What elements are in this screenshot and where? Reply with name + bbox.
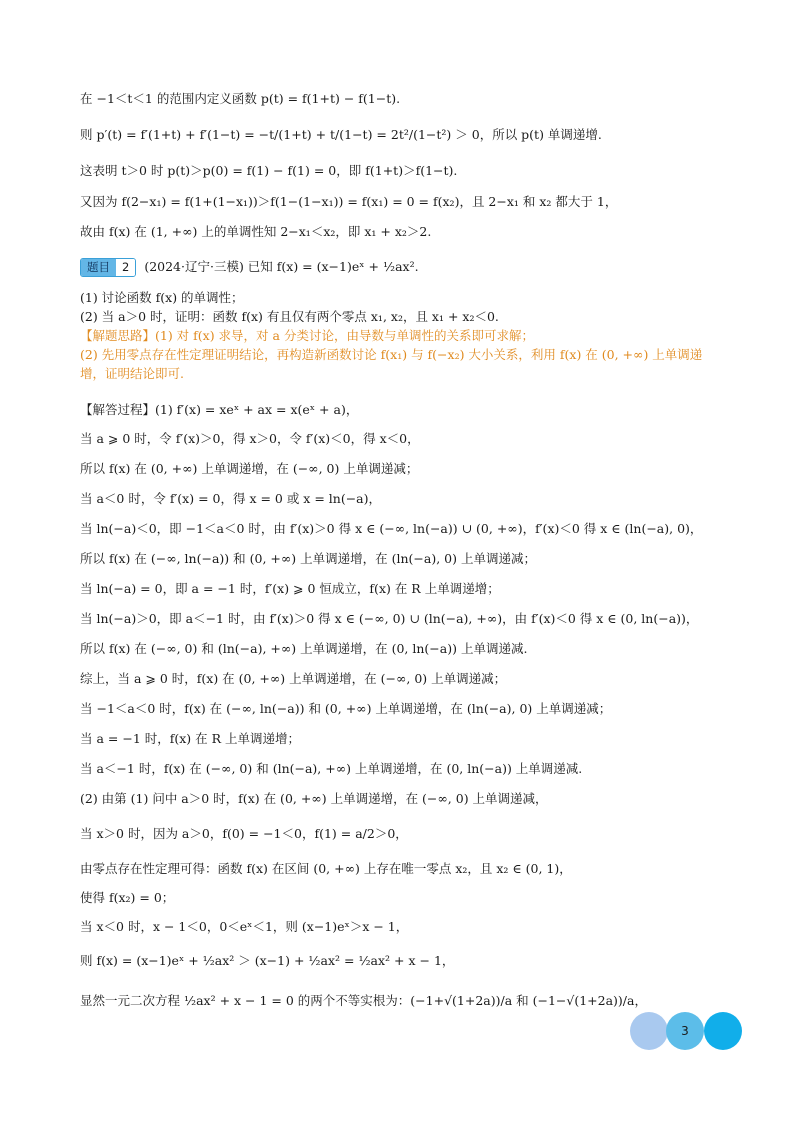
solution-line: 综上，当 a ⩾ 0 时，f(x) 在 (0, +∞) 上单调递增，在 (−∞, 0) 上单调递减；: [80, 671, 507, 686]
question-tag: [80, 258, 136, 277]
solution-line: 当 x＜0 时，x − 1＜0，0＜eˣ＜1，则 (x−1)eˣ＞x − 1，: [80, 919, 409, 934]
question-tag-label: 题目: [81, 259, 116, 276]
solution-line: 当 a＜−1 时，f(x) 在 (−∞, 0) 和 (ln(−a), +∞) 上单调递增，在 (0, ln(−a)) 上单调递减.: [80, 761, 583, 776]
solution-line: 则 f(x) = (x−1)eˣ + ½ax² ＞ (x−1) + ½ax² = ½ax² + x − 1，: [80, 953, 455, 968]
solution-line: (2) 由第 (1) 问中 a＞0 时，f(x) 在 (0, +∞) 上单调递增，在 (−∞, 0) 上单调递减，: [80, 791, 548, 806]
solution-line: 使得 f(x₂) = 0；: [80, 890, 175, 905]
page-dot-decoration: [704, 1012, 742, 1050]
text-line: 这表明 t＞0 时 p(t)＞p(0) = f(1) − f(1) = 0，即 f(1+t)＞f(1−t).: [80, 163, 458, 178]
solution-line: 当 ln(−a)＞0，即 a＜−1 时，由 f′(x)＞0 得 x ∈ (−∞, 0) ∪ (ln(−a), +∞)，由 f′(x)＜0 得 x ∈ (0, ln(−a))，: [80, 611, 699, 626]
text-line: 在 −1＜t＜1 的范围内定义函数 p(t) = f(1+t) − f(1−t).: [80, 91, 401, 106]
hint-line: (2) 先用零点存在性定理证明结论，再构造新函数讨论 f(x₁) 与 f(−x₂) 大小关系，利用 f(x) 在 (0, +∞) 上单调递: [80, 347, 703, 362]
solution-line: 当 ln(−a) = 0，即 a = −1 时，f′(x) ⩾ 0 恒成立，f(x) 在 R 上单调递增；: [80, 581, 500, 596]
solution-line: 所以 f(x) 在 (−∞, 0) 和 (ln(−a), +∞) 上单调递增，在 (0, ln(−a)) 上单调递减.: [80, 641, 528, 656]
hint-line: 【解题思路】(1) 对 f(x) 求导，对 a 分类讨论，由导数与单调性的关系即可求解；: [80, 328, 534, 343]
page-dot-decoration: [630, 1012, 668, 1050]
solution-line: 【解答过程】(1) f′(x) = xeˣ + ax = x(eˣ + a)，: [80, 402, 359, 417]
solution-line: 当 a＜0 时，令 f′(x) = 0，得 x = 0 或 x = ln(−a)，: [80, 491, 382, 506]
text-line: 故由 f(x) 在 (1, +∞) 上的单调性知 2−x₁＜x₂，即 x₁ + x₂＞2.: [80, 224, 432, 239]
question-header: [80, 258, 419, 277]
solution-line: 当 −1＜a＜0 时，f(x) 在 (−∞, ln(−a)) 和 (0, +∞) 上单调递增，在 (ln(−a), 0) 上单调递减；: [80, 701, 612, 716]
solution-line: 由零点存在性定理可得：函数 f(x) 在区间 (0, +∞) 上存在唯一零点 x₂，且 x₂ ∈ (0, 1)，: [80, 861, 572, 876]
text-line: 则 p′(t) = f′(1+t) + f′(1−t) = −t/(1+t) + t/(1−t) = 2t²/(1−t²) ＞ 0，所以 p(t) 单调递增.: [80, 127, 602, 142]
text-line: 又因为 f(2−x₁) = f(1+(1−x₁))＞f(1−(1−x₁)) = f(x₁) = 0 = f(x₂)，且 2−x₁ 和 x₂ 都大于 1，: [80, 194, 618, 209]
solution-line: 显然一元二次方程 ½ax² + x − 1 = 0 的两个不等实根为：(−1+√(1+2a))/a 和 (−1−√(1+2a))/a，: [80, 993, 647, 1008]
question-part: (2) 当 a＞0 时，证明：函数 f(x) 有且仅有两个零点 x₁, x₂，且 x₁ + x₂＜0.: [80, 309, 499, 324]
question-part: (1) 讨论函数 f(x) 的单调性；: [80, 290, 244, 305]
solution-line: 所以 f(x) 在 (−∞, ln(−a)) 和 (0, +∞) 上单调递增，在 (ln(−a), 0) 上单调递减；: [80, 551, 536, 566]
hint-line: 增，证明结论即可.: [80, 366, 184, 381]
solution-line: 所以 f(x) 在 (0, +∞) 上单调递增，在 (−∞, 0) 上单调递减；: [80, 461, 419, 476]
page-indicator: [630, 1012, 744, 1050]
solution-line: 当 x＞0 时，因为 a＞0，f(0) = −1＜0，f(1) = a/2＞0，: [80, 826, 408, 841]
question-text: (2024·辽宁·三模) 已知 f(x) = (x−1)eˣ + ½ax².: [144, 259, 419, 274]
solution-line: 当 a ⩾ 0 时，令 f′(x)＞0，得 x＞0，令 f′(x)＜0，得 x＜0，: [80, 431, 420, 446]
solution-line: 当 ln(−a)＜0，即 −1＜a＜0 时，由 f′(x)＞0 得 x ∈ (−∞, ln(−a)) ∪ (0, +∞)，f′(x)＜0 得 x ∈ (ln(−a), 0)，: [80, 521, 703, 536]
question-tag-number: 2: [116, 259, 135, 276]
page-number: 3: [666, 1012, 704, 1050]
solution-line: 当 a = −1 时，f(x) 在 R 上单调递增；: [80, 731, 301, 746]
